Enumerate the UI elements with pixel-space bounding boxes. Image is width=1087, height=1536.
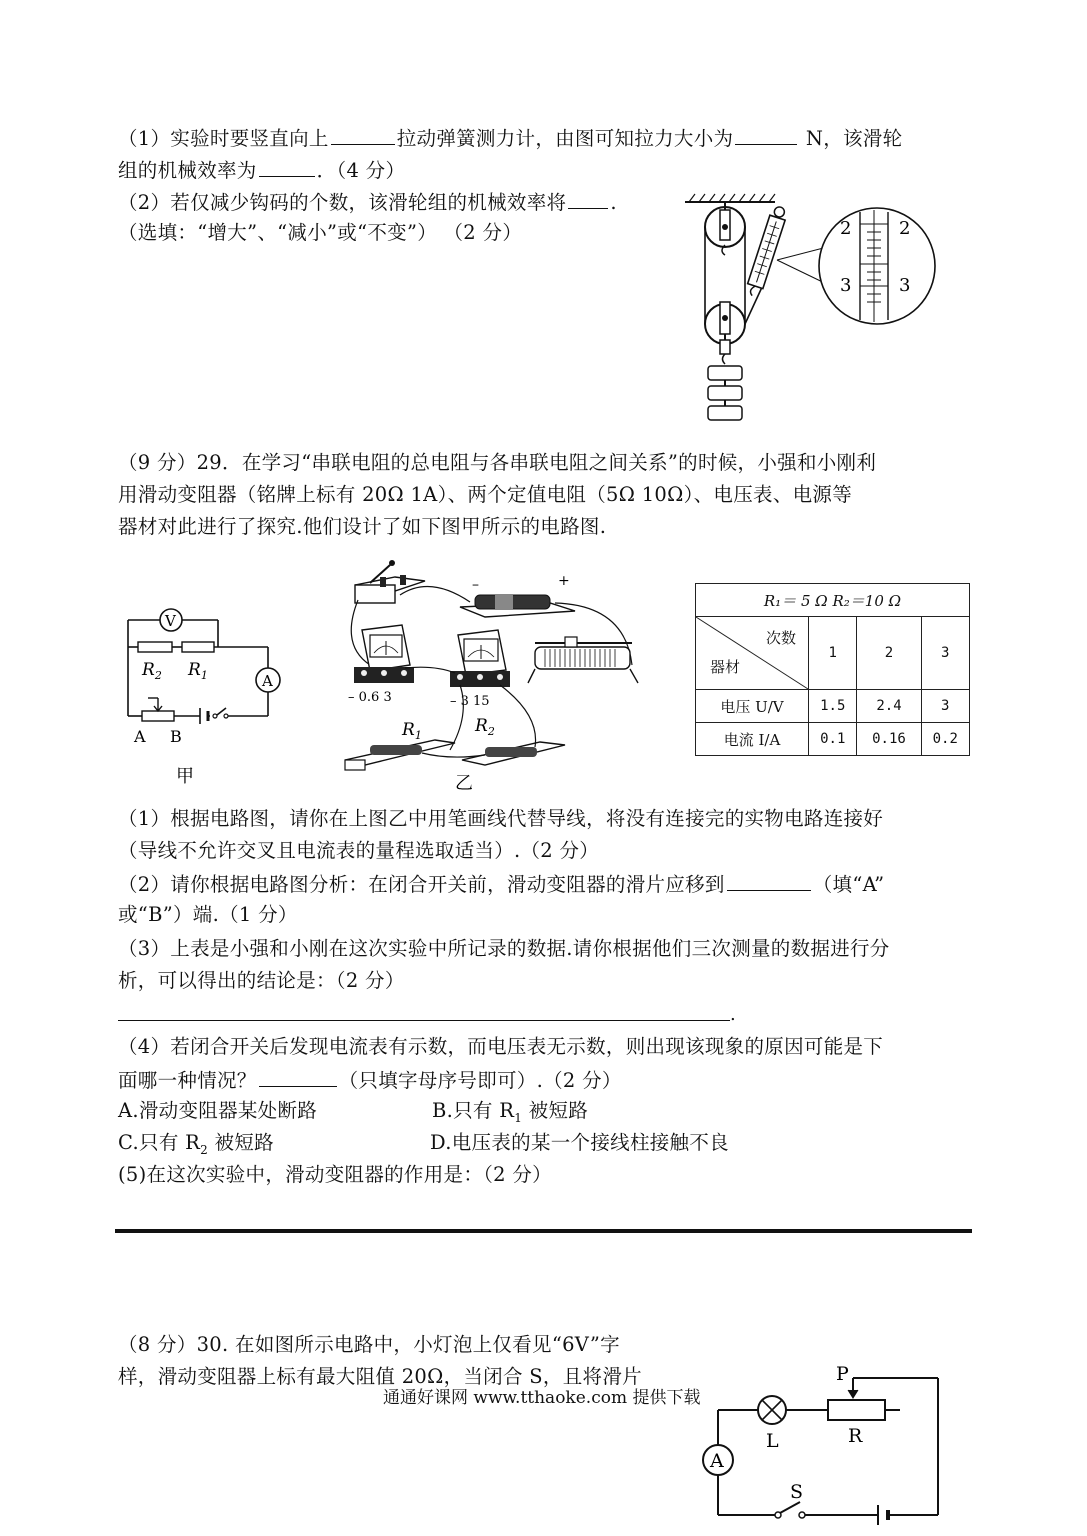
q29-s5: (5)在这次实验中，滑动变阻器的作用是：（2 分） bbox=[118, 1163, 552, 1186]
option-c-text: C.只有 R bbox=[118, 1131, 201, 1154]
q29-s3-line2: 析，可以得出的结论是：（2 分） bbox=[118, 969, 405, 992]
footer-watermark: 通通好课网 www.tthaoke.com 提供下载 bbox=[383, 1388, 701, 1408]
q28-part2-line1 bbox=[118, 188, 617, 216]
scale-label: 3 bbox=[899, 275, 911, 296]
slider-label-p: P bbox=[836, 1363, 849, 1385]
answer-blank[interactable] bbox=[727, 870, 811, 891]
q29-s1-line1: （1）根据电路图，请你在上图乙中用笔画线代替导线，将没有连接完的实物电路连接好 bbox=[118, 807, 884, 830]
ammeter-symbol: A bbox=[710, 1450, 724, 1472]
q29-s2b: （填“A” bbox=[812, 873, 885, 896]
table-cell: 1.5 bbox=[809, 690, 857, 723]
answer-blank[interactable] bbox=[568, 188, 608, 209]
q30-line1: （8 分）30. 在如图所示电路中，小灯泡上仅看见“6V”字 bbox=[118, 1333, 620, 1356]
option-c bbox=[118, 1130, 274, 1163]
q28-part1-line1 bbox=[118, 124, 902, 152]
option-b bbox=[432, 1098, 588, 1131]
row-label: 电流 I/A bbox=[696, 723, 809, 756]
q29-s4-line2 bbox=[118, 1066, 622, 1094]
option-d: D.电压表的某一个接线柱接触不良 bbox=[430, 1131, 729, 1154]
data-table bbox=[695, 583, 970, 756]
slider-end-b: B bbox=[170, 727, 182, 746]
table-col-header: 3 bbox=[921, 617, 970, 690]
q29-s2-line2: 或“B”）端.（1 分） bbox=[118, 903, 298, 926]
q28-part1-line2 bbox=[118, 156, 405, 184]
q28-p1b: 拉动弹簧测力计，由图可知拉力大小为 bbox=[396, 127, 734, 150]
resistor-label-r: R bbox=[848, 1425, 863, 1447]
scale-label: 3 bbox=[840, 275, 852, 296]
q29-s1-line2: （导线不允许交叉且电流表的量程选取适当）.（2 分） bbox=[118, 839, 600, 862]
resistor-label-r2: $R_2$ bbox=[142, 660, 162, 682]
table-row bbox=[696, 723, 970, 756]
q29-intro-line3: 器材对此进行了探究.他们设计了如下图甲所示的电路图. bbox=[118, 515, 607, 538]
q29-s2-line1 bbox=[118, 870, 884, 898]
table-header: R₁＝ 5 Ω R₂＝10 Ω bbox=[696, 584, 970, 617]
diag-bottom-label: 器材 bbox=[710, 658, 741, 676]
q29-s4b: 面哪一种情况？ bbox=[118, 1069, 257, 1092]
answer-blank[interactable] bbox=[735, 124, 797, 145]
q28-p1c: N，该滑轮 bbox=[799, 127, 903, 150]
diag-top-label: 次数 bbox=[765, 629, 796, 647]
option-b-tail: 被短路 bbox=[522, 1099, 589, 1122]
option-b-text: B.只有 R bbox=[432, 1099, 515, 1122]
row-label: 电压 U/V bbox=[696, 690, 809, 723]
option-c-sub: 2 bbox=[200, 1142, 209, 1157]
answer-blank[interactable] bbox=[331, 124, 395, 145]
resistor-label-r1: $R_1$ bbox=[188, 660, 208, 682]
answer-line-period: . bbox=[730, 1004, 736, 1025]
q30-circuit-diagram bbox=[690, 1360, 950, 1530]
table-col-header: 2 bbox=[857, 617, 921, 690]
pulley-figure bbox=[675, 190, 945, 430]
figure-caption-yi: 乙 bbox=[455, 773, 473, 794]
slider-end-a: A bbox=[134, 727, 146, 746]
table-cell: 0.2 bbox=[921, 723, 970, 756]
section-divider bbox=[115, 1229, 972, 1233]
resistor-label-r2: $R_2$ bbox=[475, 716, 495, 738]
table-cell: 0.1 bbox=[809, 723, 857, 756]
circuit-diagram-jia bbox=[118, 590, 298, 790]
option-b-sub: 1 bbox=[514, 1110, 523, 1125]
scale-label: 2 bbox=[899, 218, 911, 239]
switch-label-s: S bbox=[790, 1481, 804, 1503]
answer-blank[interactable] bbox=[259, 1066, 337, 1087]
table-diagonal-cell bbox=[696, 617, 809, 690]
q28-p1a: （1）实验时要竖直向上 bbox=[118, 127, 329, 150]
q29-s4c: （只填字母序号即可）.（2 分） bbox=[338, 1069, 622, 1092]
q28-p2a: （2）若仅减少钩码的个数，该滑轮组的机械效率将 bbox=[118, 191, 567, 214]
q28-part2-line2 bbox=[118, 220, 522, 246]
table-cell: 0.16 bbox=[857, 723, 921, 756]
q30-line2: 样，滑动变阻器上标有最大阻值 20Ω，当闭合 S，且将滑片 bbox=[118, 1365, 642, 1388]
q29-intro-line2: 用滑动变阻器（铭牌上标有 20Ω 1A）、两个定值电阻（5Ω 10Ω）、电压表、电源等 bbox=[118, 483, 853, 506]
q28-p2c: （选填：“增大”、“减小”或“不变”） （2 分） bbox=[118, 221, 523, 244]
figure-caption-jia: 甲 bbox=[176, 766, 194, 787]
table-cell: 3 bbox=[921, 690, 970, 723]
resistor-label-r1: $R_1$ bbox=[402, 720, 422, 742]
option-a: A.滑动变阻器某处断路 bbox=[118, 1099, 318, 1122]
physical-circuit-yi bbox=[340, 555, 660, 795]
table-col-header: 1 bbox=[809, 617, 857, 690]
battery-plus: + bbox=[558, 573, 570, 589]
voltmeter-scale: – 3 15 bbox=[450, 694, 490, 709]
q28-p1e: ．（4 分） bbox=[316, 159, 406, 182]
q29-s3-line1: （3）上表是小强和小刚在这次实验中所记录的数据.请你根据他们三次测量的数据进行分 bbox=[118, 937, 890, 960]
q28-p2b: . bbox=[610, 191, 617, 214]
voltmeter-symbol: V bbox=[165, 612, 176, 630]
option-c-tail: 被短路 bbox=[208, 1131, 274, 1154]
ammeter-scale: – 0.6 3 bbox=[348, 690, 392, 705]
ammeter-symbol: A bbox=[262, 672, 273, 690]
lamp-label-l: L bbox=[766, 1430, 779, 1452]
table-row bbox=[696, 690, 970, 723]
q29-s2a: （2）请你根据电路图分析：在闭合开关前，滑动变阻器的滑片应移到 bbox=[118, 873, 725, 896]
scale-label: 2 bbox=[840, 218, 852, 239]
q29-intro-line1: （9 分）29．在学习“串联电阻的总电阻与各串联电阻之间关系”的时候，小强和小刚利 bbox=[118, 451, 877, 474]
q28-p1d: 组的机械效率为 bbox=[118, 159, 257, 182]
table-cell: 2.4 bbox=[857, 690, 921, 723]
answer-line[interactable] bbox=[118, 1020, 730, 1021]
q29-s4-line1: （4）若闭合开关后发现电流表有示数，而电压表无示数，则出现该现象的原因可能是下 bbox=[118, 1035, 884, 1058]
answer-blank[interactable] bbox=[259, 156, 315, 177]
battery-minus: – bbox=[472, 577, 479, 593]
